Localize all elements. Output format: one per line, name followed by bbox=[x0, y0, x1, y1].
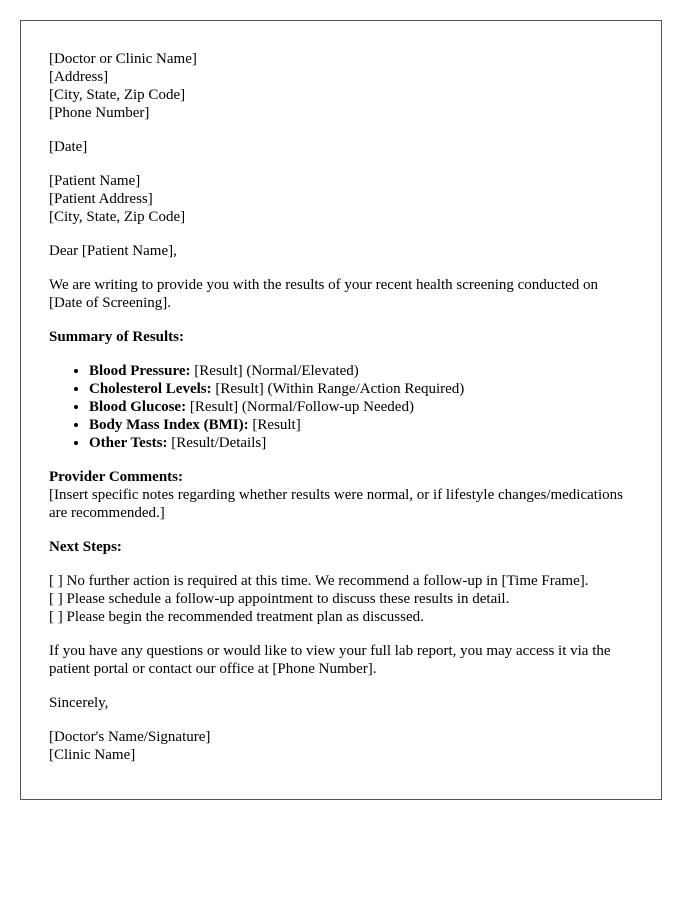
summary-heading: Summary of Results: bbox=[49, 329, 184, 345]
list-item bbox=[89, 416, 633, 434]
result-label: Other Tests: bbox=[89, 435, 168, 451]
result-value: [Result] bbox=[248, 417, 301, 433]
list-item bbox=[89, 434, 633, 452]
result-label: Blood Pressure: bbox=[89, 363, 191, 379]
letter-date: [Date] bbox=[49, 139, 88, 155]
sender-address: [Address] bbox=[49, 69, 109, 85]
next-step-option: [ ] Please schedule a follow-up appointment to discuss these results in detail. bbox=[49, 591, 510, 607]
signature-block bbox=[49, 728, 633, 764]
letter-page bbox=[20, 20, 662, 800]
next-step-option: [ ] Please begin the recommended treatment plan as discussed. bbox=[49, 609, 424, 625]
result-value: [Result/Details] bbox=[167, 435, 267, 451]
closing bbox=[49, 694, 633, 712]
result-value: [Result] (Normal/Follow-up Needed) bbox=[186, 399, 414, 415]
summary-section bbox=[49, 328, 633, 452]
closing-paragraph bbox=[49, 642, 633, 678]
provider-comments-text: [Insert specific notes regarding whether results were normal, or if lifestyle changes/medications are recommended.] bbox=[49, 487, 623, 521]
signature-clinic: [Clinic Name] bbox=[49, 747, 136, 763]
next-step-option: [ ] No further action is required at this time. We recommend a follow-up in [Time Frame]. bbox=[49, 573, 589, 589]
result-label: Blood Glucose: bbox=[89, 399, 187, 415]
result-label: Cholesterol Levels: bbox=[89, 381, 212, 397]
sender-name: [Doctor or Clinic Name] bbox=[49, 51, 197, 67]
list-item bbox=[89, 398, 633, 416]
sender-block bbox=[49, 50, 633, 122]
intro-paragraph bbox=[49, 276, 633, 312]
date-block bbox=[49, 138, 633, 156]
provider-comments-heading: Provider Comments: bbox=[49, 469, 184, 485]
salutation-text: Dear [Patient Name], bbox=[49, 243, 177, 259]
closing-paragraph-text: If you have any questions or would like to view your full lab report, you may access it via the patient portal or contact our office at [Phone Number]. bbox=[49, 643, 611, 677]
provider-comments-section bbox=[49, 468, 633, 522]
results-list bbox=[49, 362, 633, 452]
next-steps-heading: Next Steps: bbox=[49, 539, 122, 555]
next-steps-section bbox=[49, 538, 633, 626]
sender-phone: [Phone Number] bbox=[49, 105, 150, 121]
salutation bbox=[49, 242, 633, 260]
list-item bbox=[89, 362, 633, 380]
recipient-block bbox=[49, 172, 633, 226]
recipient-city-state-zip: [City, State, Zip Code] bbox=[49, 209, 186, 225]
intro-text: We are writing to provide you with the results of your recent health screening conducted on [Date of Screening]. bbox=[49, 277, 599, 311]
sender-city-state-zip: [City, State, Zip Code] bbox=[49, 87, 186, 103]
result-label: Body Mass Index (BMI): bbox=[89, 417, 249, 433]
result-value: [Result] (Normal/Elevated) bbox=[190, 363, 359, 379]
recipient-name: [Patient Name] bbox=[49, 173, 141, 189]
result-value: [Result] (Within Range/Action Required) bbox=[211, 381, 465, 397]
closing-text: Sincerely, bbox=[49, 695, 109, 711]
list-item bbox=[89, 380, 633, 398]
recipient-address: [Patient Address] bbox=[49, 191, 153, 207]
signature-name: [Doctor's Name/Signature] bbox=[49, 729, 211, 745]
